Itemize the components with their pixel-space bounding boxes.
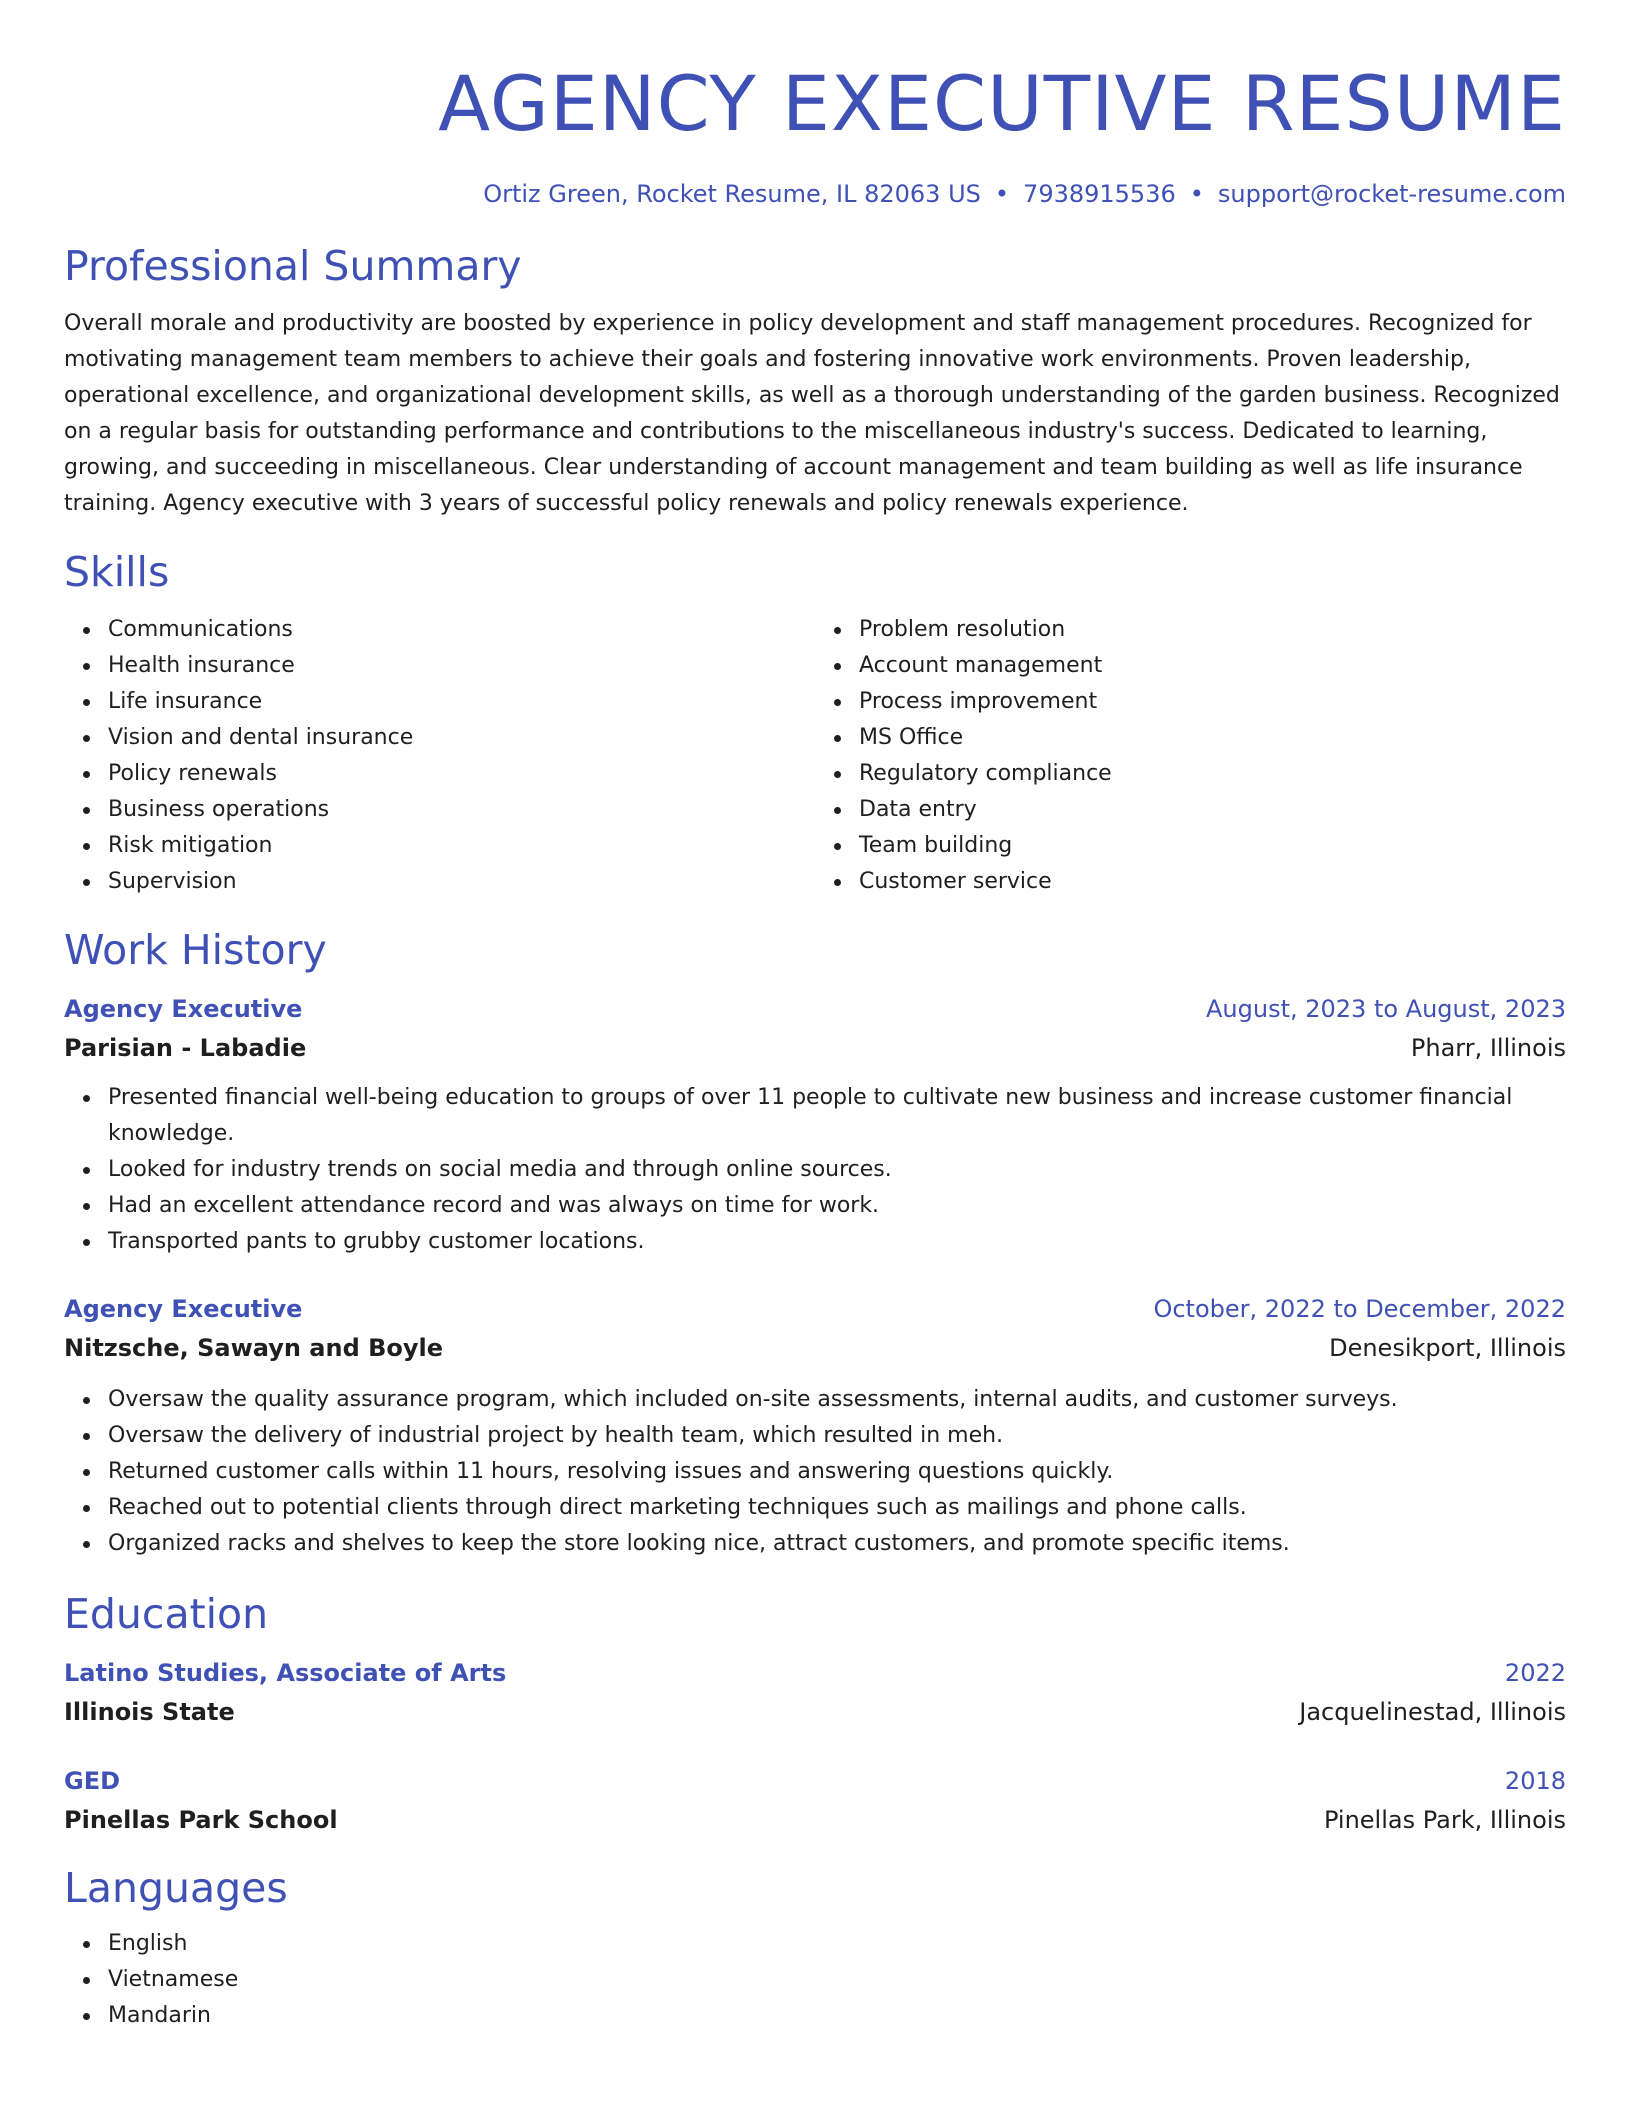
- skill-item: Team building: [859, 828, 1566, 864]
- skill-item: Business operations: [108, 792, 815, 828]
- school-location: Jacquelinestad, Illinois: [1299, 1698, 1566, 1726]
- language-item: English: [108, 1926, 1566, 1962]
- summary-text: Overall morale and productivity are boosted by experience in policy development and staff management procedures. Recognized for motivating management team members to achieve their goals and fostering innovative work environments. Proven leadership, operational excellence, and organizational development skills, as well as a thorough understanding of the garden business. Recognized on a regular basis for outstanding performance and contributions to the miscellaneous industry's success. Dedicated to learning, growing, and succeeding in miscellaneous. Clear understanding of account management and team building as well as life insurance training. Agency executive with 3 years of successful policy renewals and policy renewals experience.: [64, 311, 1560, 516]
- resume-title: AGENCY EXECUTIVE RESUME: [438, 59, 1566, 148]
- school-location: Pinellas Park, Illinois: [1323, 1806, 1566, 1834]
- graduation-year: 2022: [1504, 1659, 1566, 1687]
- resume-page: [64, 0, 1566, 2034]
- skills-column-left: [64, 612, 815, 900]
- skill-item: Process improvement: [859, 684, 1566, 720]
- job-title: Agency Executive: [64, 995, 303, 1023]
- skill-item: Regulatory compliance: [859, 756, 1566, 792]
- school-name: Illinois State: [64, 1698, 235, 1726]
- job-bullets: [64, 1080, 1566, 1260]
- work-entry-subheader: [64, 1028, 1566, 1068]
- skill-item: Risk mitigation: [108, 828, 815, 864]
- job-bullet: Returned customer calls within 11 hours, resolving issues and answering questions quickly.: [108, 1454, 1566, 1490]
- work-entry: [64, 990, 1566, 1260]
- education-entry: [64, 1762, 1566, 1840]
- skills-heading: Skills: [64, 548, 170, 596]
- contact-phone: 7938915536: [1023, 180, 1176, 208]
- job-title: Agency Executive: [64, 1295, 303, 1323]
- degree-title: GED: [64, 1767, 121, 1795]
- job-dates: October, 2022 to December, 2022: [1153, 1295, 1566, 1323]
- job-bullet: Organized racks and shelves to keep the store looking nice, attract customers, and promote specific items.: [108, 1526, 1566, 1562]
- skill-item: Account management: [859, 648, 1566, 684]
- education-entry-subheader: [64, 1800, 1566, 1840]
- job-bullets: [64, 1382, 1566, 1562]
- skill-item: Policy renewals: [108, 756, 815, 792]
- contact-separator: •: [1189, 180, 1204, 208]
- languages-list: [64, 1926, 1566, 2034]
- skill-item: Health insurance: [108, 648, 815, 684]
- skill-item: MS Office: [859, 720, 1566, 756]
- skills-list: [64, 612, 1566, 900]
- job-location: Denesikport, Illinois: [1329, 1334, 1566, 1362]
- education-entry-header: [64, 1762, 1566, 1800]
- job-dates: August, 2023 to August, 2023: [1206, 995, 1566, 1023]
- job-bullet: Oversaw the quality assurance program, which included on-site assessments, internal audits, and customer surveys.: [108, 1382, 1566, 1418]
- job-bullet: Reached out to potential clients through direct marketing techniques such as mailings and phone calls.: [108, 1490, 1566, 1526]
- job-location: Pharr, Illinois: [1410, 1034, 1566, 1062]
- work-history-heading: Work History: [64, 926, 327, 974]
- education-heading: Education: [64, 1590, 269, 1638]
- language-item: Mandarin: [108, 1998, 1566, 2034]
- degree-title: Latino Studies, Associate of Arts: [64, 1659, 507, 1687]
- education-entry: [64, 1654, 1566, 1732]
- job-bullet: Transported pants to grubby customer locations.: [108, 1224, 1566, 1260]
- job-bullet: Had an excellent attendance record and was always on time for work.: [108, 1188, 1566, 1224]
- skill-item: Problem resolution: [859, 612, 1566, 648]
- education-entry-subheader: [64, 1692, 1566, 1732]
- work-entry: [64, 1290, 1566, 1562]
- work-entry-subheader: [64, 1328, 1566, 1368]
- contact-separator: •: [994, 180, 1010, 208]
- work-entry-header: [64, 990, 1566, 1028]
- skill-item: Data entry: [859, 792, 1566, 828]
- job-company: Parisian - Labadie: [64, 1034, 307, 1062]
- skill-item: Supervision: [108, 864, 815, 900]
- skill-item: Life insurance: [108, 684, 815, 720]
- skill-item: Vision and dental insurance: [108, 720, 815, 756]
- work-entry-header: [64, 1290, 1566, 1328]
- skill-item: Communications: [108, 612, 815, 648]
- job-bullet: Presented financial well-being education to groups of over 11 people to cultivate new business and increase customer financial knowledge.: [108, 1080, 1566, 1152]
- contact-line: [64, 178, 1566, 210]
- job-company: Nitzsche, Sawayn and Boyle: [64, 1334, 444, 1362]
- skills-column-right: [815, 612, 1566, 900]
- languages-heading: Languages: [64, 1864, 288, 1912]
- graduation-year: 2018: [1504, 1767, 1566, 1795]
- skill-item: Customer service: [859, 864, 1566, 900]
- contact-email: support@rocket-resume.com: [1217, 180, 1566, 208]
- language-item: Vietnamese: [108, 1962, 1566, 1998]
- education-entry-header: [64, 1654, 1566, 1692]
- summary-heading: Professional Summary: [64, 242, 522, 290]
- school-name: Pinellas Park School: [64, 1806, 338, 1834]
- job-bullet: Oversaw the delivery of industrial project by health team, which resulted in meh.: [108, 1418, 1566, 1454]
- job-bullet: Looked for industry trends on social media and through online sources.: [108, 1152, 1566, 1188]
- contact-address: Ortiz Green, Rocket Resume, IL 82063 US: [483, 180, 981, 208]
